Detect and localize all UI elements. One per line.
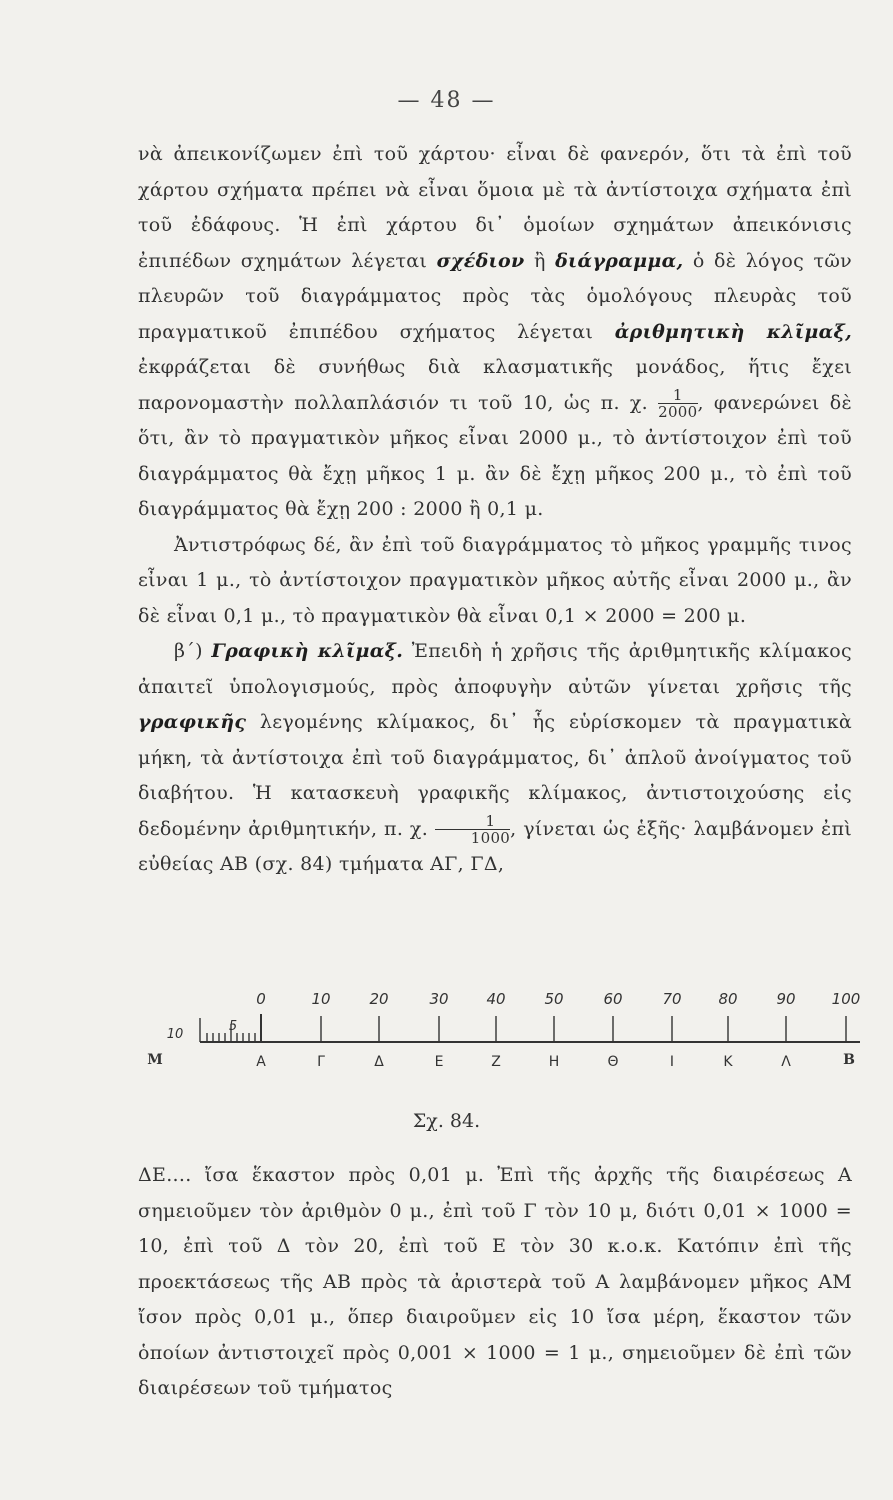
scale-label-30: 30 <box>429 990 449 1008</box>
point-label-A: Α <box>256 1054 266 1070</box>
paragraph-2: Ἀντιστρόφως δέ, ἂν ἐπὶ τοῦ διαγράμματος τὸ μῆκος γραμμῆς τινος εἶναι 1 μ., τὸ ἀντίστοιχον πραγματικὸν μῆκος αὐτῆς εἶναι 2000 μ., ἂν δὲ εἶναι 0,1 μ., τὸ πραγματικὸν θὰ εἶναι 0,1 × 2000 = 200 μ. <box>138 533 852 627</box>
top-number-labels <box>167 990 861 1042</box>
scale-label-100: 100 <box>831 990 861 1008</box>
p1-text-a: νὰ ἀπεικονίζωμεν ἐπὶ τοῦ χάρτου· εἶναι δὲ φανερόν, ὅτι τὰ ἐπὶ τοῦ χάρτου σχήματα πρέπει νὰ εἶναι ὅμοια μὲ τὰ ἀντίστοιχα σχήματα ἐπὶ τοῦ ἐδάφους. Ἡ ἐπὶ χάρτου δι᾽ ὁμοίων σχημάτων ἀπεικόνισις ἐπιπέδων σχημάτων λέγεται <box>138 143 852 272</box>
paragraph-1 <box>138 137 852 528</box>
fraction-1-2000 <box>658 387 697 420</box>
scale-label-5: 5 <box>228 1019 238 1034</box>
text-block-bottom <box>138 1158 852 1407</box>
point-label-I: Ι <box>669 1054 675 1070</box>
term-diagramma: διάγραμμα, <box>555 249 684 272</box>
paragraph-4: ΔΕ.... ἴσα ἕκαστον πρὸς 0,01 μ. Ἐπὶ τῆς ἀρχῆς τῆς διαιρέσεως Α σημειοῦμεν τὸν ἀριθμὸν 0 μ., ἐπὶ τοῦ Γ τὸν 10 μ, διότι 0,01 × 1000 = 10, ἐπὶ τοῦ Δ τὸν 20, ἐπὶ τοῦ Ε τὸν 30 κ.ο.κ. Κατόπιν ἐπὶ τῆς προεκτάσεως τῆς ΑΒ πρὸς τὰ ἀριστερὰ τοῦ Α λαμβάνομεν μῆκος ΑΜ ἴσον πρὸς 0,01 μ., ὅπερ διαιροῦμεν εἰς 10 ἴσα μέρη, ἕκαστον τῶν ὁποίων ἀντιστοιχεῖ πρὸς 0,001 × 1000 = 1 μ., σημειοῦμεν δὲ ἐπὶ τῶν διαιρέσεων τοῦ τμήματος <box>138 1164 852 1399</box>
scale-label-90: 90 <box>776 990 796 1008</box>
scale-label-70: 70 <box>662 990 682 1008</box>
p1-text-b: ὁ δὲ λόγος τῶν πλευρῶν τοῦ διαγράμματος πρὸς τὰς ὁμολόγους πλευρὰς τοῦ πραγματικοῦ ἐπιπέδου σχήματος λέγεται <box>138 249 852 343</box>
fraction-denominator: 1000 <box>470 829 511 847</box>
term-sxedion: σχέδιον <box>436 249 525 272</box>
point-label-Theta: Θ <box>607 1054 619 1070</box>
scale-label-60: 60 <box>603 990 623 1008</box>
section-label: β΄) <box>174 640 203 662</box>
point-label-B: Β <box>843 1052 855 1068</box>
graphic-scale-figure <box>145 980 865 1090</box>
p1-or: ἢ <box>533 249 546 272</box>
p3-text-b: λεγομένης κλίμακος, δι᾽ ἧς εὑρίσκομεν τὰ πραγματικὰ μήκη, τὰ ἀντίστοιχα ἐπὶ τοῦ διαγράμματος, δι᾽ ἁπλοῦ ἀνοίγματος τοῦ διαβήτου. Ἡ κατασκευὴ γραφικῆς κλίμακος, ἀντιστοιχούσης εἰς δεδομένην ἀριθμητικήν, π. χ. <box>138 711 852 840</box>
scale-label-40: 40 <box>486 990 506 1008</box>
fraction-numerator: 1 <box>435 813 510 830</box>
term-arithmitiki-klimax: ἀριθμητικὴ κλῖμαξ, <box>614 320 853 343</box>
p3-text-a: Ἐπειδὴ ἡ χρῆσις τῆς ἀριθμητικῆς κλίμακος ἀπαιτεῖ ὑπολογισμούς, πρὸς ἀποφυγὴν αὐτῶν γίνεται χρῆσις τῆς <box>138 640 852 698</box>
fraction-numerator: 1 <box>658 387 697 404</box>
point-label-K: Κ <box>723 1054 733 1070</box>
point-label-Lambda: Λ <box>781 1054 791 1070</box>
point-label-Delta: Δ <box>374 1054 384 1070</box>
text-block-top <box>138 137 852 883</box>
scale-label-side-10: 10 <box>166 1027 184 1042</box>
fraction-denominator: 2000 <box>658 403 698 421</box>
point-label-M: Μ <box>147 1052 163 1068</box>
page-number: — 48 — <box>397 88 496 113</box>
scale-label-0: 0 <box>256 990 266 1008</box>
p1-text-d: , φανερώνει δὲ ὅτι, ἂν τὸ πραγματικὸν μῆκος εἶναι 2000 μ., τὸ ἀντίστοιχον ἐπὶ τοῦ διαγράμματος θὰ ἔχῃ μῆκος 1 μ. ἂν δὲ ἔχῃ μῆκος 200 μ., τὸ ἐπὶ τοῦ διαγράμματος θὰ ἔχῃ 200 : 2000 ἢ 0,1 μ. <box>138 391 852 520</box>
p3-text-c: , γίνεται ὡς ἑξῆς· λαμβάνομεν ἐπὶ εὐθείας ΑΒ (σχ. 84) τμήματα ΑΓ, ΓΔ, <box>138 817 852 875</box>
term-grafikis: γραφικῆς <box>138 711 247 733</box>
term-grafiki-klimax: Γραφικὴ κλῖμαξ. <box>211 640 404 662</box>
scale-label-20: 20 <box>369 990 389 1008</box>
scale-label-80: 80 <box>718 990 738 1008</box>
point-label-H: Η <box>548 1054 560 1070</box>
p1-text-c: ἐκφράζεται δὲ συνήθως διὰ κλασματικῆς μονάδος, ἥτις ἔχει παρονομαστὴν πολλαπλάσιόν τι τοῦ 10, ὡς π. χ. <box>138 356 852 414</box>
figure-caption: Σχ. 84. <box>412 1110 481 1132</box>
paragraph-3 <box>138 634 852 883</box>
point-label-Gamma: Γ <box>317 1054 325 1070</box>
scale-drawing <box>200 1014 860 1042</box>
fraction-1-1000 <box>435 813 510 846</box>
bottom-letter-labels <box>147 1052 855 1070</box>
scale-label-10: 10 <box>311 990 331 1008</box>
point-label-Z: Ζ <box>491 1054 501 1070</box>
scale-label-50: 50 <box>544 990 564 1008</box>
point-label-E: Ε <box>434 1054 444 1070</box>
